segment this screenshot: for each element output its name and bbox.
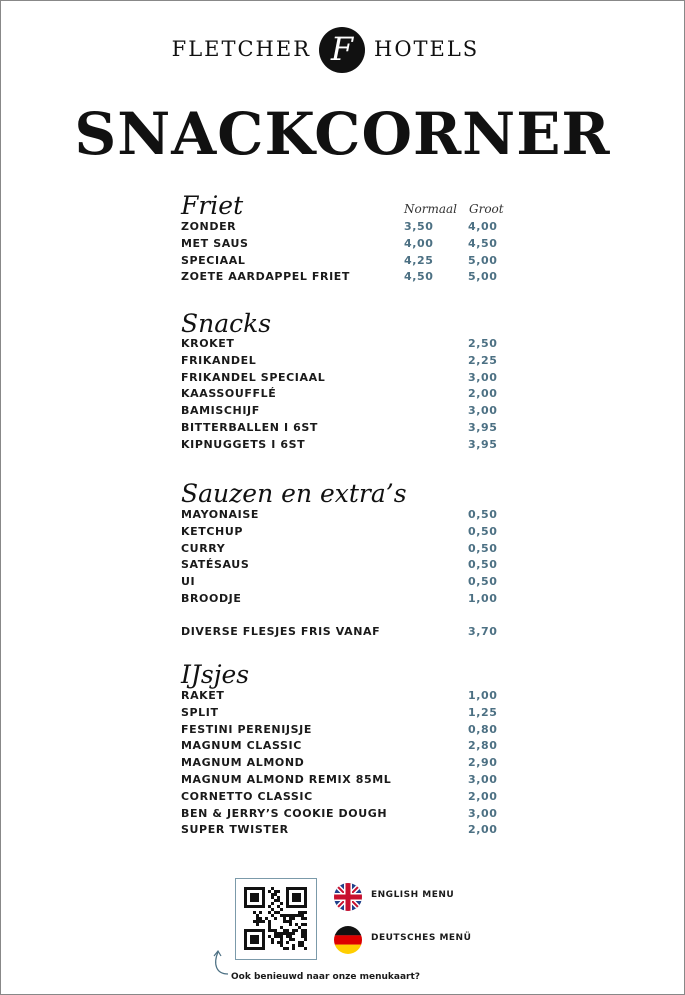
list-item [181, 385, 521, 402]
item-price: 3,95 [468, 437, 498, 451]
brand-header [0, 27, 685, 73]
fletcher-logo-icon [319, 27, 365, 73]
english-menu-label: ENGLISH MENU [371, 890, 455, 900]
item-price: 3,00 [468, 773, 498, 786]
page-title: SNACKCORNER [74, 100, 611, 168]
german-flag-icon [334, 926, 362, 954]
item-price: 2,00 [468, 387, 498, 401]
section-heading-snacks: Snacks [181, 309, 272, 338]
price-groot: 5,00 [468, 253, 498, 267]
brand-name-right: HOTELS [374, 37, 480, 61]
list-item [181, 402, 521, 419]
list-item [181, 369, 521, 386]
item-name: CORNETTO CLASSIC [181, 789, 313, 803]
item-name: SPECIAAL [181, 253, 246, 267]
item-name: KROKET [181, 337, 235, 350]
item-name: SUPER TWISTER [181, 823, 289, 837]
list-item [181, 556, 521, 573]
qr-caption: Ook benieuwd naar onze menukaart? [231, 972, 420, 982]
item-name: BAMISCHIJF [181, 404, 260, 418]
item-name: KAASSOUFFLÉ [181, 387, 277, 401]
list-item [181, 335, 521, 352]
list-item [181, 754, 521, 771]
item-price: 2,00 [468, 789, 498, 803]
list-item [181, 419, 521, 436]
german-menu-label: DEUTSCHES MENÜ [371, 933, 472, 943]
list-item [181, 235, 521, 252]
item-name: RAKET [181, 689, 225, 702]
qr-code[interactable] [235, 878, 317, 960]
item-name: SATÉSAUS [181, 558, 250, 572]
item-name: MAYONAISE [181, 508, 259, 521]
section-heading-friet: Friet [181, 191, 244, 220]
item-price: 1,00 [468, 592, 498, 605]
list-item [181, 805, 521, 822]
list-item [181, 540, 521, 557]
column-header-groot: Groot [469, 202, 504, 216]
item-price: 3,00 [468, 806, 498, 820]
item-price: 3,95 [468, 421, 498, 434]
list-item [181, 737, 521, 754]
list-item [181, 436, 521, 453]
item-name: DIVERSE FLESJES FRIS VANAF [181, 625, 381, 638]
item-name: KETCHUP [181, 524, 244, 538]
list-item [181, 687, 521, 704]
item-name: CURRY [181, 541, 226, 555]
column-header-normaal: Normaal [404, 202, 457, 216]
list-item [181, 704, 521, 721]
item-price: 2,25 [468, 353, 498, 367]
item-name: BITTERBALLEN I 6ST [181, 421, 318, 434]
item-name: MAGNUM CLASSIC [181, 739, 302, 753]
list-item [181, 821, 521, 838]
item-price: 1,00 [468, 689, 498, 702]
item-price: 2,90 [468, 756, 498, 770]
item-price: 0,50 [468, 541, 498, 555]
item-name: BEN & JERRY’S COOKIE DOUGH [181, 806, 388, 820]
list-item [181, 573, 521, 590]
section-heading-sauzen: Sauzen en extra’s [181, 479, 407, 508]
brand-name-left: FLETCHER [171, 37, 311, 61]
item-price: 1,25 [468, 705, 498, 719]
list-item [181, 506, 521, 523]
item-name: BROODJE [181, 592, 242, 605]
price-groot: 5,00 [468, 270, 498, 284]
list-item [181, 788, 521, 805]
item-name: ZOETE AARDAPPEL FRIET [181, 270, 351, 284]
item-name: SPLIT [181, 705, 219, 719]
item-price: 0,50 [468, 524, 498, 538]
item-price: 3,00 [468, 370, 498, 384]
price-groot: 4,00 [468, 220, 498, 233]
german-menu-link[interactable] [334, 926, 554, 956]
qr-code-icon [244, 887, 307, 950]
item-name: KIPNUGGETS I 6ST [181, 437, 306, 451]
price-normaal: 4,50 [404, 270, 434, 284]
item-price: 0,50 [468, 508, 498, 521]
price-normaal: 3,50 [404, 220, 434, 233]
item-price: 2,00 [468, 823, 498, 837]
section-heading-ijsjes: IJsjes [181, 660, 250, 689]
list-item-extra [181, 623, 521, 640]
list-item [181, 721, 521, 738]
item-price: 3,70 [468, 625, 498, 638]
item-name: FRIKANDEL [181, 353, 257, 367]
item-price: 2,80 [468, 739, 498, 753]
item-name: FRIKANDEL SPECIAAL [181, 370, 326, 384]
list-item [181, 352, 521, 369]
list-item [181, 268, 521, 285]
english-menu-link[interactable] [334, 883, 554, 913]
item-name: MAGNUM ALMOND [181, 756, 305, 770]
list-item [181, 252, 521, 269]
list-item [181, 523, 521, 540]
price-normaal: 4,00 [404, 236, 434, 250]
item-name: UI [181, 575, 196, 589]
item-price: 0,50 [468, 558, 498, 572]
price-groot: 4,50 [468, 236, 498, 250]
logo-letter: F [330, 30, 354, 68]
item-price: 0,50 [468, 575, 498, 589]
list-item [181, 218, 521, 235]
item-name: MET SAUS [181, 236, 249, 250]
list-item [181, 771, 521, 788]
item-name: ZONDER [181, 220, 237, 233]
item-price: 3,00 [468, 404, 498, 418]
price-normaal: 4,25 [404, 253, 434, 267]
item-name: MAGNUM ALMOND REMIX 85ML [181, 773, 392, 786]
list-item [181, 590, 521, 607]
uk-flag-icon [334, 883, 362, 911]
item-name: FESTINI PERENIJSJE [181, 722, 312, 736]
item-price: 0,80 [468, 722, 498, 736]
item-price: 2,50 [468, 337, 498, 350]
